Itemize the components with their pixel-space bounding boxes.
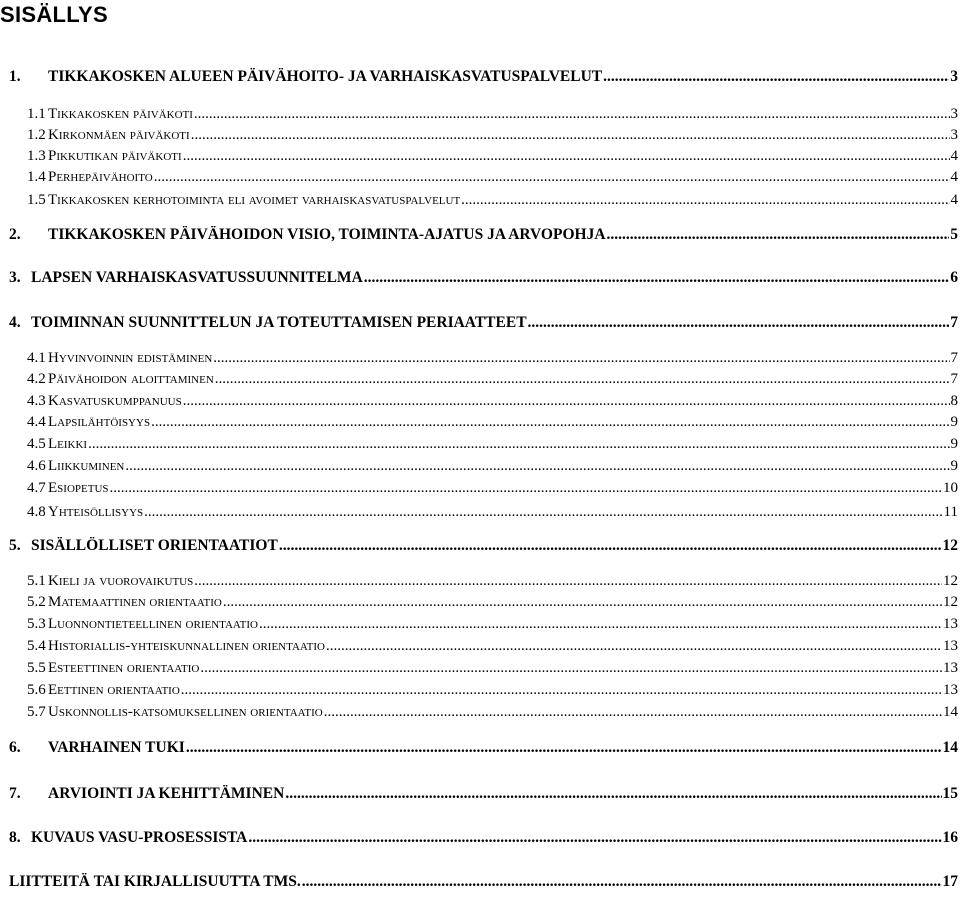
toc-entry-number: 5.6 <box>27 682 46 698</box>
toc-entry-page-number: 7 <box>950 314 958 331</box>
toc-dot-leader <box>461 192 949 209</box>
toc-entry[interactable] <box>27 594 958 611</box>
toc-entry-page-number: 9 <box>950 436 958 452</box>
toc-dot-leader <box>194 573 942 590</box>
toc-entry-page-number: 9 <box>950 414 958 430</box>
toc-dot-leader <box>528 314 950 332</box>
toc-entry-label: KUVAUS VASU-PROSESSISTA <box>31 829 248 846</box>
toc-entry-number: 3. <box>9 269 21 286</box>
toc-entry[interactable] <box>27 393 958 410</box>
toc-entry-label: SISÄLLÖLLISET ORIENTAATIOT <box>31 537 278 554</box>
toc-entry[interactable] <box>27 350 958 367</box>
toc-entry-page-number: 12 <box>943 594 958 610</box>
toc-entry[interactable] <box>9 314 958 332</box>
toc-dot-leader <box>326 638 942 655</box>
toc-entry[interactable] <box>27 660 958 677</box>
toc-entry-number: 4.5 <box>27 436 46 452</box>
toc-entry-page-number: 15 <box>942 785 958 802</box>
toc-entry-page-number: 8 <box>950 393 958 409</box>
toc-entry-number: 4.4 <box>27 414 46 430</box>
toc-dot-leader <box>248 829 941 847</box>
toc-entry[interactable] <box>27 127 958 144</box>
toc-entry[interactable] <box>9 873 958 891</box>
toc-entry-number: 1.2 <box>27 127 46 143</box>
toc-entry-label: Päivähoidon aloittaminen <box>48 371 214 387</box>
toc-entry[interactable] <box>9 829 958 847</box>
toc-entry-label: Esiopetus <box>48 480 109 496</box>
toc-dot-leader <box>181 682 942 699</box>
toc-dot-leader <box>213 350 949 367</box>
toc-entry-page-number: 12 <box>943 573 958 589</box>
toc-entry-label: Tikkakosken kerhotoiminta eli avoimet varhaiskasvatuspalvelut <box>48 192 461 208</box>
toc-entry-page-number: 3 <box>950 127 958 143</box>
toc-entry-number: 8. <box>9 829 21 846</box>
page-title: SISÄLLYS <box>0 2 108 27</box>
toc-entry-label: Kieli ja vuorovaikutus <box>48 573 194 589</box>
toc-entry-number: 4. <box>9 314 21 331</box>
toc-entry-page-number: 13 <box>943 660 958 676</box>
toc-entry-page-number: 3 <box>950 106 958 122</box>
toc-entry[interactable] <box>27 414 958 431</box>
toc-dot-leader <box>186 739 942 757</box>
toc-entry-label: Luonnontieteellinen orientaatio <box>48 616 258 632</box>
toc-entry[interactable] <box>27 148 958 165</box>
toc-entry-number: 5. <box>9 537 21 554</box>
toc-entry-label: TOIMINNAN SUUNNITTELUN JA TOTEUTTAMISEN PERIAATTEET <box>31 314 527 331</box>
toc-entry-page-number: 4 <box>950 169 958 185</box>
toc-entry-number: 4.2 <box>27 371 46 387</box>
toc-entry-number: 1.4 <box>27 169 46 185</box>
toc-entry-number: 2. <box>9 226 21 243</box>
toc-dot-leader <box>324 704 942 721</box>
toc-entry-label: Historiallis-yhteiskunnallinen orientaatio <box>48 638 325 654</box>
toc-entry-number: 1.3 <box>27 148 46 164</box>
toc-entry[interactable] <box>27 616 958 633</box>
toc-dot-leader <box>215 371 950 388</box>
toc-entry-label: Matemaattinen orientaatio <box>48 594 222 610</box>
toc-dot-leader <box>125 458 949 475</box>
toc-dot-leader <box>223 594 942 611</box>
toc-dot-leader <box>302 873 942 891</box>
toc-entry-number: 7. <box>9 785 21 802</box>
toc-dot-leader <box>151 414 949 431</box>
toc-entry-page-number: 4 <box>950 148 958 164</box>
toc-entry[interactable] <box>27 169 958 186</box>
toc-entry-page-number: 13 <box>943 638 958 654</box>
toc-entry-label: Esteettinen orientaatio <box>48 660 200 676</box>
toc-entry[interactable] <box>27 371 958 388</box>
toc-entry[interactable] <box>27 192 958 209</box>
toc-entry[interactable] <box>27 480 958 497</box>
toc-entry-label: Liikkuminen <box>48 458 125 474</box>
toc-entry-page-number: 16 <box>942 829 958 846</box>
toc-dot-leader <box>285 785 941 803</box>
toc-entry-label: LIITTEITÄ TAI KIRJALLISUUTTA TMS. <box>9 873 301 890</box>
toc-entry-label: Yhteisöllisyys <box>48 504 144 520</box>
toc-entry-label: TIKKAKOSKEN ALUEEN PÄIVÄHOITO- JA VARHAISKASVATUSPALVELUT <box>48 68 603 85</box>
toc-entry-number: 5.4 <box>27 638 46 654</box>
toc-entry-number: 5.7 <box>27 704 46 720</box>
toc-entry-number: 5.1 <box>27 573 46 589</box>
toc-entry[interactable] <box>27 573 958 590</box>
toc-entry-page-number: 7 <box>950 371 958 387</box>
toc-entry-page-number: 4 <box>950 192 958 208</box>
toc-dot-leader <box>183 148 950 165</box>
toc-dot-leader <box>191 127 950 144</box>
toc-entry-label: Tikkakosken päiväkoti <box>48 106 193 122</box>
toc-entry[interactable] <box>27 638 958 655</box>
toc-dot-leader <box>110 480 942 497</box>
toc-entry[interactable] <box>9 226 958 244</box>
toc-entry-number: 1.1 <box>27 106 46 122</box>
toc-entry-label: Eettinen orientaatio <box>48 682 180 698</box>
toc-entry-label: Uskonnollis-katsomuksellinen orientaatio <box>48 704 323 720</box>
toc-entry-page-number: 5 <box>950 226 958 243</box>
toc-dot-leader <box>144 504 942 521</box>
toc-dot-leader <box>259 616 942 633</box>
toc-entry-page-number: 11 <box>943 504 958 520</box>
toc-entry-number: 4.6 <box>27 458 46 474</box>
toc-entry-number: 6. <box>9 739 21 756</box>
toc-entry-number: 5.3 <box>27 616 46 632</box>
toc-entry-number: 4.8 <box>27 504 46 520</box>
toc-entry-label: TIKKAKOSKEN PÄIVÄHOIDON VISIO, TOIMINTA-AJATUS JA ARVOPOHJA <box>48 226 606 243</box>
toc-entry-page-number: 13 <box>943 682 958 698</box>
toc-dot-leader <box>183 393 950 410</box>
toc-entry-page-number: 9 <box>950 458 958 474</box>
toc-entry[interactable] <box>27 458 958 475</box>
toc-entry[interactable] <box>27 106 958 123</box>
toc-dot-leader <box>279 537 942 555</box>
toc-entry-number: 4.1 <box>27 350 46 366</box>
toc-dot-leader <box>603 68 949 86</box>
toc-entry-page-number: 6 <box>950 269 958 286</box>
toc-entry[interactable] <box>27 704 958 721</box>
toc-entry-label: Hyvinvoinnin edistäminen <box>48 350 213 366</box>
toc-entry-label: Kirkonmäen päiväkoti <box>48 127 190 143</box>
toc-entry-number: 5.5 <box>27 660 46 676</box>
toc-dot-leader <box>194 106 950 123</box>
toc-entry-page-number: 10 <box>943 480 958 496</box>
toc-entry-label: Lapsilähtöisyys <box>48 414 151 430</box>
toc-entry-page-number: 13 <box>943 616 958 632</box>
toc-dot-leader <box>364 269 949 287</box>
toc-entry[interactable] <box>9 739 958 757</box>
toc-entry-label: ARVIOINTI JA KEHITTÄMINEN <box>48 785 285 802</box>
toc-entry[interactable] <box>27 436 958 453</box>
toc-entry-number: 1.5 <box>27 192 46 208</box>
toc-entry[interactable] <box>27 504 958 521</box>
toc-entry[interactable] <box>9 269 958 287</box>
toc-entry[interactable] <box>9 785 958 803</box>
toc-entry-label: LAPSEN VARHAISKASVATUSSUUNNITELMA <box>31 269 363 286</box>
toc-entry-page-number: 17 <box>942 873 958 890</box>
toc-entry-page-number: 14 <box>942 739 958 756</box>
toc-entry-number: 4.3 <box>27 393 46 409</box>
toc-dot-leader <box>88 436 949 453</box>
toc-entry[interactable] <box>9 68 958 86</box>
toc-entry-page-number: 12 <box>942 537 958 554</box>
toc-dot-leader <box>154 169 950 186</box>
toc-entry-page-number: 14 <box>943 704 958 720</box>
toc-entry[interactable] <box>27 682 958 699</box>
toc-entry-label: VARHAINEN TUKI <box>48 739 185 756</box>
toc-dot-leader <box>200 660 942 677</box>
toc-entry-label: Perhepäivähoito <box>48 169 153 185</box>
toc-entry-page-number: 7 <box>950 350 958 366</box>
toc-entry[interactable] <box>9 537 958 555</box>
toc-entry-page-number: 3 <box>950 68 958 85</box>
toc-dot-leader <box>607 226 950 244</box>
toc-entry-number: 1. <box>9 68 21 85</box>
toc-entry-number: 4.7 <box>27 480 46 496</box>
toc-entry-label: Kasvatuskumppanuus <box>48 393 182 409</box>
toc-entry-label: Pikkutikan päiväkoti <box>48 148 182 164</box>
toc-entry-label: Leikki <box>48 436 88 452</box>
toc-entry-number: 5.2 <box>27 594 46 610</box>
